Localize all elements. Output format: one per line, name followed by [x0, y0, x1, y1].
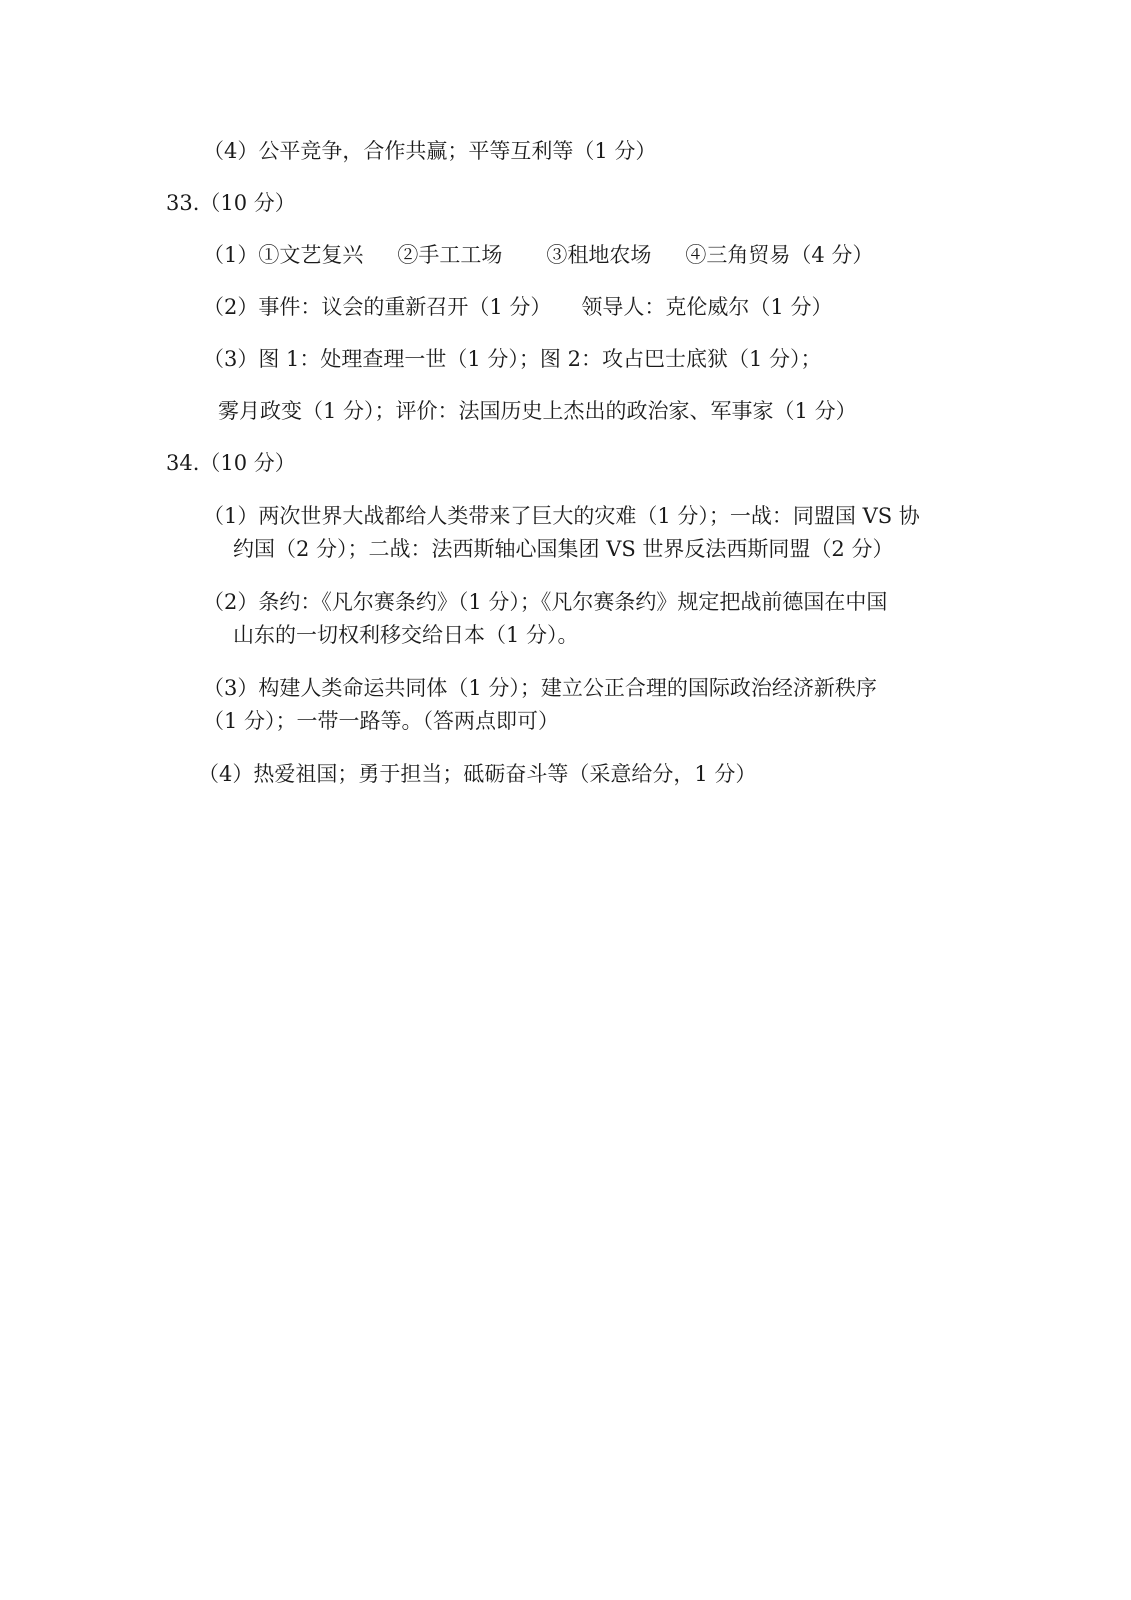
q33-part2-answer [203, 297, 832, 318]
q33-part1-item-1: （1）①文艺复兴 [203, 243, 364, 267]
q33-part1-item-4: ④三角贸易（4 分） [685, 243, 874, 267]
q33-part2-event: （2）事件：议会的重新召开（1 分） [203, 295, 552, 319]
q33-part1-answer [203, 245, 873, 266]
q33-part3-line1: （3）图 1：处理查理一世（1 分）；图 2：攻占巴士底狱（1 分）； [203, 347, 822, 371]
q34-part3-line2: （1 分）；一带一路等。（答两点即可） [203, 709, 560, 733]
q34-part1-line1: （1）两次世界大战都给人类带来了巨大的灾难（1 分）；一战：同盟国 VS 协 [203, 504, 920, 528]
q33-part1-item-3: ③租地农场 [546, 243, 652, 267]
q34-part4-answer: （4）热爱祖国；勇于担当；砥砺奋斗等（采意给分，1 分） [198, 762, 757, 786]
q32-part4-answer: （4）公平竞争，合作共赢；平等互利等（1 分） [203, 139, 657, 163]
q34-part2-line1: （2）条约：《凡尔赛条约》（1 分）；《凡尔赛条约》规定把战前德国在中国 [203, 590, 888, 614]
q33-part1-item-2: ②手工工场 [397, 243, 503, 267]
q33-part3-line2: 雾月政变（1 分）；评价：法国历史上杰出的政治家、军事家（1 分） [218, 399, 857, 423]
q34-part2-line2: 山东的一切权利移交给日本（1 分）。 [233, 623, 579, 647]
q34-part1-line2: 约国（2 分）；二战：法西斯轴心国集团 VS 世界反法西斯同盟（2 分） [233, 537, 894, 561]
q34-part3-line1: （3）构建人类命运共同体（1 分）；建立公正合理的国际政治经济新秩序 [203, 676, 877, 700]
q33-part2-leader: 领导人：克伦威尔（1 分） [581, 295, 833, 319]
q33-header: 33.（10 分） [166, 191, 296, 215]
q34-header: 34.（10 分） [166, 451, 296, 475]
